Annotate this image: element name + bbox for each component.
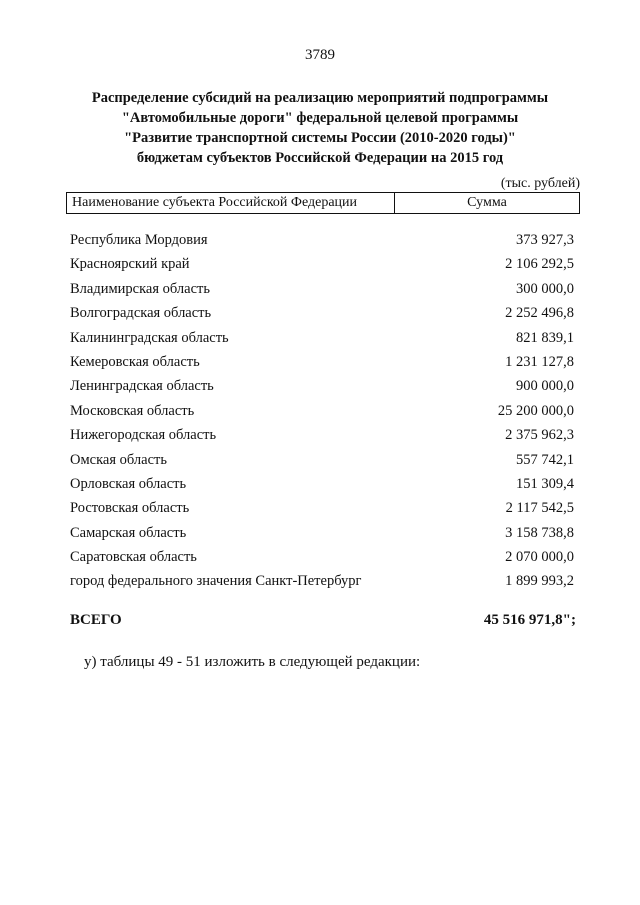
units-label: (тыс. рублей) <box>500 176 580 191</box>
region-sum: 821 839,1 <box>516 329 574 346</box>
title-line: "Автомобильные дороги" федеральной целевой программы <box>121 110 519 126</box>
total-value: 45 516 971,8"; <box>483 612 576 628</box>
title-line: бюджетам субъектов Российской Федерации на 2015 год <box>136 150 504 166</box>
region-name: Кемеровская область <box>70 353 200 370</box>
column-header-name: Наименование субъекта Российской Федерации <box>67 193 395 213</box>
region-sum: 1 231 127,8 <box>505 353 574 370</box>
total-row <box>70 612 576 629</box>
region-name: Республика Мордовия <box>70 232 208 248</box>
region-sum: 25 200 000,0 <box>497 402 574 419</box>
column-header-sum: Сумма <box>467 195 507 210</box>
region-name: Московская область <box>70 402 195 419</box>
region-sum: 2 106 292,5 <box>505 256 574 273</box>
region-name: город федерального значения Санкт-Петербург <box>70 573 362 590</box>
footer-note: у) таблицы 49 - 51 изложить в следующей редакции: <box>84 654 421 670</box>
region-name: Калининградская область <box>70 329 229 346</box>
region-sum: 2 070 000,0 <box>505 549 574 566</box>
region-sum: 900 000,0 <box>516 378 574 395</box>
region-sum: 1 899 993,2 <box>505 573 574 590</box>
table-row <box>70 448 574 472</box>
region-name: Самарская область <box>70 524 187 541</box>
region-sum: 2 375 962,3 <box>505 427 574 444</box>
region-name: Орловская область <box>70 475 187 492</box>
table-row <box>70 374 574 398</box>
table-row <box>70 423 574 447</box>
table-row <box>70 252 574 276</box>
region-name: Владимирская область <box>70 280 210 297</box>
table-row <box>70 545 574 569</box>
title-line: Распределение субсидий на реализацию мероприятий подпрограммы <box>91 90 549 106</box>
total-label: ВСЕГО <box>70 612 122 628</box>
table-header <box>66 192 580 214</box>
region-name: Красноярский край <box>70 256 190 273</box>
region-name: Ленинградская область <box>70 378 214 395</box>
table-row <box>70 472 574 496</box>
table-row <box>70 496 574 520</box>
title-line: "Развитие транспортной системы России (2010-2020 годы)" <box>124 130 516 146</box>
region-name: Нижегородская область <box>70 427 217 444</box>
table-row <box>70 326 574 350</box>
table-row <box>70 569 574 593</box>
page-number: 3789 <box>305 47 335 63</box>
region-name: Саратовская область <box>70 549 197 566</box>
region-name: Волгоградская область <box>70 305 212 322</box>
table-row <box>70 350 574 374</box>
region-sum: 373 927,3 <box>516 232 574 248</box>
region-sum: 2 117 542,5 <box>505 500 574 517</box>
document-title <box>40 88 600 168</box>
table-body <box>70 228 574 594</box>
table-row <box>70 277 574 301</box>
region-sum: 2 252 496,8 <box>505 305 574 322</box>
region-sum: 300 000,0 <box>516 280 574 297</box>
table-row <box>70 228 574 252</box>
table-row <box>70 301 574 325</box>
region-name: Омская область <box>70 451 167 468</box>
region-sum: 3 158 738,8 <box>505 524 574 541</box>
region-name: Ростовская область <box>70 500 190 517</box>
table-row <box>70 399 574 423</box>
table-row <box>70 521 574 545</box>
region-sum: 557 742,1 <box>516 451 574 468</box>
region-sum: 151 309,4 <box>516 475 574 492</box>
